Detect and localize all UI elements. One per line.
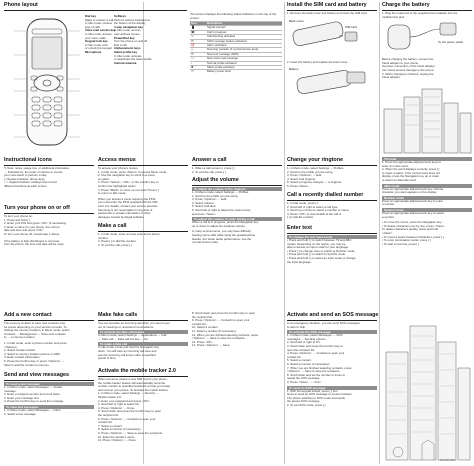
access-note: card. For details, contact your service provider. bbox=[98, 203, 158, 208]
subheader-make-fake: To make a fake call bbox=[98, 342, 188, 346]
enter-text-line: • Press [ ] to change case or switch to Number mode. bbox=[287, 248, 356, 253]
sos-line: 9. Press <Save> → <Yes>. bbox=[287, 379, 322, 384]
enter-text-section bbox=[287, 235, 377, 264]
layout-line: 4-way navigation key bbox=[114, 24, 143, 29]
call-icon: ☎ bbox=[190, 30, 206, 34]
charge-note: Before charging the battery, connect the bbox=[382, 57, 434, 62]
layout-line: Softkeys bbox=[114, 14, 127, 18]
fake-intro: out of meetings or unwanted conversations. bbox=[98, 324, 154, 329]
turn-on-line: 3. Enter a name for your phone, the current bbox=[4, 224, 60, 229]
layout-line: Alphanumeric keys bbox=[114, 46, 141, 51]
tracker-line: 1. In Menu mode, select Settings → Security → bbox=[98, 391, 159, 396]
contact-line: 1. In Idle mode, enter a phone number and press bbox=[4, 340, 67, 345]
section-title-mobile-tracker: Activate the mobile tracker 2.0 bbox=[98, 368, 176, 374]
ringtone-line: 5. Select a ringtone category → a ringtone. bbox=[287, 180, 342, 185]
recent-line: 1. In Idle mode, press [ ]. bbox=[287, 201, 319, 205]
tracker-line: 10. Enter the sender's name. bbox=[98, 434, 136, 439]
column-divider bbox=[284, 2, 285, 464]
layout-line: In Idle mode, lock bbox=[85, 42, 108, 47]
access-note: damages caused by illegal software. bbox=[98, 214, 145, 219]
tracker-cont-line: the recipient list. bbox=[192, 314, 213, 319]
charge-note: 2. When charging is finished, unplug the bbox=[382, 71, 434, 76]
section-title-ringtone: Change your ringtone bbox=[287, 157, 344, 163]
install-step-1: 1. Remove the back cover and battery and insert the SIM card. bbox=[287, 11, 368, 15]
layout-line: logs of calls bbox=[85, 24, 101, 29]
turn-on-line: To turn your phone off, repeat step 1 above. bbox=[4, 231, 61, 236]
sos-line: 4. Press <Options> → Contacts to open your bbox=[287, 351, 345, 356]
icon-desc: Battery power level bbox=[206, 70, 282, 74]
tracker-cont-line: contact list. bbox=[192, 321, 207, 326]
recent-line: 3. Scroll up or down to select a number or name. bbox=[287, 208, 350, 213]
layout-line: your voice mails bbox=[85, 35, 106, 40]
section-title-adjust-volume: Adjust the volume bbox=[192, 177, 239, 183]
t9-line: 2. When the word displays correctly, press [ ] bbox=[382, 167, 440, 172]
tracker-line: 9. Press <Options> → Save to save the recipients. bbox=[98, 430, 163, 435]
fake-calls-section bbox=[98, 322, 188, 361]
recent-number-section bbox=[287, 202, 377, 220]
access-note: Samsung is not responsible for any loss of bbox=[98, 207, 153, 212]
voicemail-icon: ○○ bbox=[190, 57, 206, 61]
subheader-send-sos: To send an SOS message bbox=[287, 386, 377, 390]
section-title-turn-on: Turn your phone on or off bbox=[4, 205, 70, 211]
section-title-send-view: Send and view messages bbox=[4, 372, 70, 378]
sos-send-line: the preset SOS message. bbox=[287, 399, 321, 404]
enter-text-line: the input language. bbox=[287, 259, 312, 264]
volume-line: 3. Press <Options> → Edit. bbox=[192, 197, 228, 202]
tracker-line: 3. Scroll left or right to select On. bbox=[98, 402, 140, 407]
tracker-intro: When someone inserts a new SIM card in your phone, bbox=[98, 377, 168, 381]
tracker-cont-line: 10. Select a contact. bbox=[192, 325, 219, 330]
fake-line: see the incoming call screen after a specified bbox=[98, 352, 156, 357]
layout-line: End a call bbox=[114, 42, 127, 47]
volume-line: up or down to adjust the earpiece volume. bbox=[192, 223, 246, 228]
fake-line: In Idle mode, press and hold the Navigation key bbox=[98, 345, 160, 350]
status-icon-table-section bbox=[190, 13, 282, 74]
send-line: message. bbox=[4, 388, 17, 393]
roaming-icon: △ bbox=[190, 48, 206, 52]
fake-line: period of time. bbox=[98, 356, 117, 361]
battery-icon: ▭ bbox=[190, 70, 206, 74]
section-title-access-menus: Access menus bbox=[98, 157, 136, 163]
sos-line: 8. Scroll down and set the number of times to bbox=[287, 372, 346, 377]
charge-note: can cause serious damage to the phone. bbox=[382, 67, 435, 72]
access-line: or option. bbox=[98, 176, 111, 181]
ringtone-section bbox=[287, 167, 377, 189]
volume-note: In noisy environments, you may have difficulty bbox=[192, 229, 251, 234]
sos-line: repeat the SOS message. bbox=[287, 376, 321, 381]
section-title-answer-call: Answer a call bbox=[192, 157, 227, 163]
tracker-line: 2. Enter your password and press <OK>. bbox=[98, 398, 151, 403]
icon-desc: Normal profile activated bbox=[206, 61, 282, 65]
sms-icon: ✉ bbox=[190, 52, 206, 56]
volume-note: hearing some calls while using the speakerphone bbox=[192, 232, 256, 237]
subheader-view-text: To view text messages bbox=[4, 405, 94, 409]
followed-by-row: → Followed by: the order of options or menus bbox=[4, 169, 63, 174]
send-view-section bbox=[4, 382, 94, 416]
icon-desc: SOS message feature activated bbox=[206, 39, 282, 43]
turn-on-line: 1. Press and hold [ ]. bbox=[4, 217, 31, 222]
tracker-intro: and recover your phone. To activate the mobile tracker, bbox=[98, 387, 169, 392]
sos-send-line: 1. With the keypad locked, press [ ] four bbox=[287, 388, 338, 393]
divert-icon: ↪ bbox=[190, 35, 206, 39]
subheader-symbol-mode: Symbol mode bbox=[382, 208, 472, 212]
other-line: • To insert a space between characters, press [ ]. bbox=[382, 234, 445, 239]
icon-table-intro: Your phone displays the following status indicators on the top of the screen: bbox=[190, 12, 277, 20]
sos-line: 5. Select a contact. bbox=[287, 358, 312, 363]
section-title-recent-number: Call a recently dialled number bbox=[287, 192, 364, 198]
contact-line: <Options>. bbox=[4, 344, 19, 349]
access-line: To access your phone's menus, bbox=[98, 166, 139, 170]
layout-line: Power/End key bbox=[114, 35, 135, 40]
city-illustration bbox=[382, 83, 472, 153]
view-line: 1. In Menu mode, select Messages → Inbox. bbox=[4, 407, 62, 412]
sos-line: 7. When you are finished selecting contacts, press bbox=[287, 365, 352, 370]
sos-line: 6. Select a number (if necessary). bbox=[287, 361, 331, 366]
sos-line: 1. In Menu mode, select Messages → SOS bbox=[287, 333, 343, 338]
layout-line: or unlock the keypad bbox=[85, 46, 112, 51]
subheader-abc-mode: ABC mode bbox=[382, 184, 472, 188]
ringtone-line: 2. Scroll to the profile you are using. bbox=[287, 169, 334, 174]
answer-call-section bbox=[192, 167, 282, 174]
answer-line: 2. To end the call, press [ ]. bbox=[192, 169, 227, 174]
tracker-cont-line: 13. Press <OK>. bbox=[192, 339, 214, 344]
angle-brackets-row: < > Angled brackets: softkeys that control bbox=[4, 180, 57, 185]
enter-text-line: • Press and hold [ ] to switch between T9 and ABC bbox=[287, 238, 352, 242]
layout-line: In Idle mode, access bbox=[85, 31, 112, 36]
battery-insert-illustration bbox=[287, 64, 377, 102]
tracker-intro: contact number to specified recipients to help you locate bbox=[98, 384, 170, 389]
mobile-tracker-section bbox=[98, 378, 188, 443]
access-line: 2. Use the navigation key to scroll to a menu bbox=[98, 173, 155, 178]
phone-layout-text-col1 bbox=[85, 14, 116, 55]
subheader-input-mode: To change the text input mode bbox=[287, 235, 377, 239]
send-line: 2. Enter a recipient number and scroll down. bbox=[4, 392, 61, 397]
layout-line: the bottom of the display bbox=[114, 21, 146, 26]
section-title-sos: Activate and send an SOS message bbox=[287, 312, 379, 318]
signal-icon: ▐▌ bbox=[190, 26, 206, 30]
volume-line: 5. Select Call alert. bbox=[192, 204, 217, 209]
tracker-continued-section bbox=[192, 312, 282, 348]
subheader-activate-sos: To activate the SOS message bbox=[287, 330, 377, 334]
label-battery: Battery bbox=[289, 67, 299, 72]
layout-line: Silent profile key bbox=[114, 49, 138, 54]
label-ac-outlet: To AC power outlet bbox=[438, 40, 464, 45]
t9-line: enter an entire word. bbox=[382, 163, 409, 168]
icon-desc: New voice mail message bbox=[206, 57, 282, 61]
access-note: When you access a menu requiring the PIN2, bbox=[98, 196, 157, 201]
sos-line: 3. Scroll down and press the Confirm key to bbox=[287, 343, 343, 348]
section-rule bbox=[4, 10, 187, 11]
subheader-t9-mode: T9 mode bbox=[382, 157, 472, 161]
sos-line: <Options> → Save to save the recipients. bbox=[287, 369, 341, 374]
tracker-intro: the mobile tracker feature will automatically send the bbox=[98, 380, 166, 385]
turn-on-line: 2. Enter your PIN and press <OK> (if necessary). bbox=[4, 221, 67, 226]
other-line: <Clear>. bbox=[382, 230, 394, 235]
sos-intro: to ask for help. bbox=[287, 324, 306, 329]
layout-line: user-defined menus bbox=[114, 31, 140, 36]
label-back-cover: Back cover bbox=[289, 18, 304, 23]
sos-line: messages → Sending options. bbox=[287, 336, 327, 341]
section-title-make-call: Make a call bbox=[98, 223, 127, 229]
other-line: To delete characters quickly, press and hold bbox=[382, 227, 439, 232]
tracker-line: contact list. bbox=[98, 420, 113, 425]
access-note: passwords or private information or other bbox=[98, 211, 151, 216]
layout-line: Perform actions indicated at bbox=[114, 17, 150, 22]
sos-send-line: times to send an SOS message to preset numbers. bbox=[287, 392, 353, 397]
turn-on-note: from the phone, the time and date will be reset. bbox=[4, 242, 65, 247]
fake-line: → Fake call → Fake call hot key → On. bbox=[98, 336, 149, 341]
input-modes-section bbox=[382, 157, 472, 246]
layout-line: Turn the phone on and off bbox=[114, 39, 148, 44]
charge-note: Improper connection of the travel adapter bbox=[382, 64, 435, 69]
other-line: • To delete characters one by one, press <Clear>. bbox=[382, 223, 446, 228]
t9-line: display, press the Navigation key up or down bbox=[382, 174, 440, 179]
contact-note: The memory location to save new contacts may bbox=[4, 321, 66, 325]
install-section bbox=[287, 12, 377, 107]
make-call-line: 2. Press [ ] to dial the number. bbox=[98, 239, 137, 244]
note-icon: ✎ bbox=[4, 166, 8, 170]
alarm-icon: ⏰ bbox=[190, 44, 206, 48]
make-call-line: number. bbox=[98, 235, 109, 240]
section-title-install-sim: Install the SIM card and battery bbox=[287, 2, 367, 8]
square-brackets-row: [ ] Square brackets: phone keys bbox=[4, 176, 45, 181]
subheader-number-mode: Number mode bbox=[382, 196, 472, 200]
tracker-cont-line: 9. Press <Options> → Contacts to open your bbox=[192, 318, 250, 323]
layout-line: Microphone bbox=[85, 49, 102, 54]
section-rule bbox=[287, 233, 377, 234]
section-rule bbox=[192, 185, 282, 186]
phone-layout-text-col2 bbox=[114, 14, 152, 65]
enter-text-line: able to access an input mode for your language. bbox=[287, 245, 349, 250]
contact-note: Contacts → Management → Save new contacts bbox=[4, 331, 66, 336]
layout-line: Make or answer a call. bbox=[85, 17, 114, 22]
normal-profile-icon: ♪ bbox=[190, 61, 206, 65]
note-icon-row: ✎ Note: notes, usage tips, or additional information bbox=[4, 166, 70, 170]
charge-note: travel adapter to your phone. bbox=[382, 60, 419, 65]
send-line: 1. In Menu mode, select Messages → Create bbox=[4, 385, 63, 389]
section-title-instructional-icons: Instructional icons bbox=[4, 157, 52, 163]
tracker-line: 11. Press <Options> → Done. bbox=[98, 438, 137, 443]
tracker-line: 4. Press <Options> → Done. bbox=[98, 405, 135, 410]
icon-desc: Call diverting activated bbox=[206, 35, 282, 39]
sos-send-line: 2. To exit SOS mode, press [ ]. bbox=[287, 402, 327, 407]
access-line: confirm the highlighted option. bbox=[98, 183, 137, 188]
other-line: • To start a new line, press [ ]. bbox=[382, 241, 420, 246]
desc-col-header: Description bbox=[206, 22, 282, 26]
make-call-line: 3. To end the call, press [ ]. bbox=[98, 242, 133, 247]
tracker-line: 7. Select a contact. bbox=[98, 423, 123, 428]
volume-line: 4. Select Volume. bbox=[192, 200, 215, 205]
tracker-line: 6. Press <Options> → Contacts to open your bbox=[98, 416, 156, 421]
instructional-icons-section bbox=[4, 167, 94, 189]
contact-line: Save to add the contact to memory. bbox=[4, 362, 50, 367]
charge-section bbox=[382, 12, 472, 158]
brand-logo: SAMSUNG bbox=[440, 458, 456, 462]
ringtone-line: 1. In Menu mode, select Settings → Profiles. bbox=[287, 166, 345, 170]
sos-intro: In an emergency situation, you can send SOS messages bbox=[287, 321, 360, 325]
layout-line: Internal antenna bbox=[114, 60, 137, 65]
icon-desc: Call in progress bbox=[206, 30, 282, 34]
turn-on-line: To turn your phone on, bbox=[4, 214, 33, 218]
volume-note: normal phone mode. bbox=[192, 240, 219, 245]
silent-profile-icon: ✖ bbox=[190, 66, 206, 70]
layout-line: In Idle mode, activate bbox=[114, 53, 142, 58]
section-title-enter-text: Enter text bbox=[287, 225, 312, 231]
other-line: • To enter punctuation marks, press [ ]. bbox=[382, 238, 432, 243]
other-line: • To move the cursor, press the Navigation key. bbox=[382, 220, 443, 225]
symbol-line: Press an appropriate alphanumeric key to select bbox=[382, 210, 444, 215]
volume-line: 2. Scroll to the profile you are using. bbox=[192, 193, 239, 198]
sos-section bbox=[287, 322, 377, 407]
enter-text-line: modes. Depending on the region, you may be bbox=[287, 241, 346, 246]
section-title-charge: Charge the battery bbox=[382, 2, 430, 8]
ringtone-line: 3. Press <Options> → Edit. bbox=[287, 173, 323, 178]
t9-line: to select an alternate word. bbox=[382, 177, 417, 182]
column-divider bbox=[379, 2, 380, 464]
volume-line: When a call is in progress, press the Navigation key bbox=[192, 220, 259, 225]
send-line: 4. Press the Confirm key to send the message. bbox=[4, 399, 65, 404]
volume-note: feature. For better audio performance, use the bbox=[192, 236, 252, 241]
add-contact-section bbox=[4, 322, 94, 367]
abc-line: Press an appropriate alphanumeric key until the bbox=[382, 186, 444, 191]
sos-line: contact list. bbox=[287, 354, 302, 359]
sos-send-line: The phone switches to SOS mode and sends bbox=[287, 395, 346, 400]
layout-line: In Idle mode, access bbox=[114, 28, 141, 33]
section-rule bbox=[4, 380, 94, 381]
enter-text-line: • Press and hold [ ] to select an input mode or change bbox=[287, 255, 356, 260]
tracker-line: 5. Scroll down and press the Confirm key to open bbox=[98, 409, 162, 414]
recent-line: 4. Press <OK> to view details of the call or bbox=[287, 211, 342, 216]
t9-line: to insert a space. If the correct word does not bbox=[382, 170, 440, 175]
abc-line: character you want appears on the display. bbox=[382, 190, 437, 195]
sim-insert-illustration bbox=[287, 16, 377, 56]
icon-desc: Silent profile activated bbox=[206, 66, 282, 70]
subheader-call-volume: To adjust the volume of voice during a call bbox=[192, 217, 282, 221]
layout-line: Voice mail service key bbox=[85, 28, 116, 33]
sos-icon: ✉ bbox=[190, 39, 206, 43]
subheader-send-text: To send a text message bbox=[4, 382, 94, 386]
make-call-section bbox=[98, 233, 188, 247]
symbol-line: a symbol. bbox=[382, 214, 395, 219]
adjust-volume-section bbox=[192, 187, 282, 245]
recent-line: [ ] to dial the number. bbox=[287, 215, 314, 220]
install-step-2: 2. Insert the battery and replace the back cover. bbox=[287, 59, 349, 64]
city-sketch-illustration bbox=[382, 312, 472, 462]
volume-line: and press <Save>. bbox=[192, 211, 217, 216]
phone-illustration bbox=[12, 15, 82, 150]
recent-line: 2. Scroll left or right to select a call type. bbox=[287, 204, 339, 209]
turn-on-note: If the battery is fully discharged or removed bbox=[4, 238, 60, 243]
access-line: 4. Press <Back> to move up one level; Press [ ] bbox=[98, 187, 159, 192]
label-sim-card: SIM card bbox=[345, 24, 358, 29]
angle-brackets-row-cont: different functions at each screen bbox=[4, 183, 47, 188]
access-line: 3. Press <Select>, <OK>, or the Confirm key to bbox=[98, 180, 159, 185]
section-title-phone-layout: Phone layout bbox=[4, 2, 38, 8]
answer-line: 1. When a call comes in, press [ ]. bbox=[192, 166, 236, 170]
icon-desc: Signal strength bbox=[206, 26, 282, 30]
number-line: Press an appropriate alphanumeric key to enter bbox=[382, 198, 443, 203]
icon-col-header: Icon bbox=[190, 22, 206, 26]
icon-desc: Roaming (outside of normal service area) bbox=[206, 48, 282, 52]
access-line: to return to Idle mode. bbox=[98, 191, 127, 196]
make-call-line: 1. In Idle mode, enter an area code and a phone bbox=[98, 232, 160, 236]
tracker-cont-line: 11. Select a number (if necessary). bbox=[192, 328, 237, 333]
contact-line: 2. Select Create contact. bbox=[4, 348, 36, 353]
subheader-activate-fake: To activate the fake call feature bbox=[98, 330, 188, 334]
access-menus-section bbox=[98, 167, 188, 219]
t9-line: 1. Press the appropriate alphanumeric keys to bbox=[382, 160, 441, 164]
fake-line: down. You will hear an incoming call tone and bbox=[98, 348, 157, 353]
section-title-add-contact: Add a new contact bbox=[4, 312, 52, 318]
tracker-line: Mobile tracker 2.0. bbox=[98, 394, 122, 399]
access-note: you must enter the PIN2 supplied with the SIM bbox=[98, 200, 158, 205]
layout-line: or deactivate the silent profile bbox=[114, 57, 152, 62]
contact-line: 4. Enter contact information. bbox=[4, 355, 41, 360]
tracker-cont-line: <Options> → Save to save the recipients. bbox=[192, 336, 246, 341]
charge-step-1: 1. Plug the small end of the supplied travel adapter into the multifunction jack. bbox=[382, 11, 458, 19]
fake-line: In Menu mode, select Settings → Applications → Call bbox=[98, 333, 167, 338]
volume-line: 1. In Menu mode, select Settings → Profiles. bbox=[192, 190, 250, 194]
contact-line: 3. Select a memory location (phone or SIM). bbox=[4, 351, 61, 356]
tracker-line: the recipient list. bbox=[98, 412, 119, 417]
tracker-cont-line: 8. Scroll down and press the Confirm key to open bbox=[192, 311, 256, 315]
tracker-cont-line: 12. When you are finished selecting contacts, press bbox=[192, 332, 259, 337]
contact-note: change the memory location, in Menu mode, select bbox=[4, 328, 70, 333]
send-line: 3. Enter your message text. bbox=[4, 395, 40, 400]
tracker-cont-line: 14. Press <Options> → Save. bbox=[192, 343, 231, 348]
sos-line: 2. Scroll left or right to On. bbox=[287, 340, 321, 345]
contact-note: to → a memory location. bbox=[4, 335, 36, 340]
subheader-ringtone-volume: To adjust the volume of the ringtone bbox=[192, 187, 282, 191]
fake-intro: You can simulate an incoming call when you want to get bbox=[98, 321, 170, 325]
view-line: 2. Select a text message. bbox=[4, 411, 37, 416]
enter-text-line: • Press and hold [ ] to switch to Symbol mode. bbox=[287, 252, 346, 257]
arrow-icon: → bbox=[4, 169, 8, 174]
layout-line: In Idle mode, retrieve bbox=[85, 21, 113, 26]
ringtone-line: 4. Select Call ringtone. bbox=[287, 176, 317, 181]
volume-line: 6. Scroll left or right to adjust the volume level bbox=[192, 207, 251, 212]
layout-line: Keypad lock key bbox=[85, 39, 108, 44]
contact-line: 5. Press the Confirm key or press <Options> → bbox=[4, 358, 65, 363]
access-line: 1. In Idle mode, press <Menu> to access Menu mode. bbox=[98, 169, 168, 174]
number-line: a number. bbox=[382, 202, 395, 207]
turn-on-line: date and time and press <OK>. bbox=[4, 228, 45, 233]
status-icon-table bbox=[190, 21, 282, 74]
turn-on-section bbox=[4, 215, 94, 247]
charge-note: travel adapter. bbox=[382, 75, 401, 80]
sos-line: open the recipient list. bbox=[287, 347, 316, 352]
icon-desc: Alarm activated bbox=[206, 44, 282, 48]
layout-line: Dial key bbox=[85, 14, 96, 18]
contact-note: be preset depending on your service provider. To bbox=[4, 324, 67, 329]
tracker-line: 8. Select a number (if necessary). bbox=[98, 427, 142, 432]
ringtone-line: 6. Press <Save>. bbox=[287, 183, 310, 188]
charger-illustration bbox=[382, 19, 472, 53]
icon-desc: New text message (SMS) bbox=[206, 52, 282, 56]
section-title-fake-calls: Make fake calls bbox=[98, 312, 138, 318]
followed-by-row-cont: you must select to perform a step bbox=[4, 173, 47, 178]
